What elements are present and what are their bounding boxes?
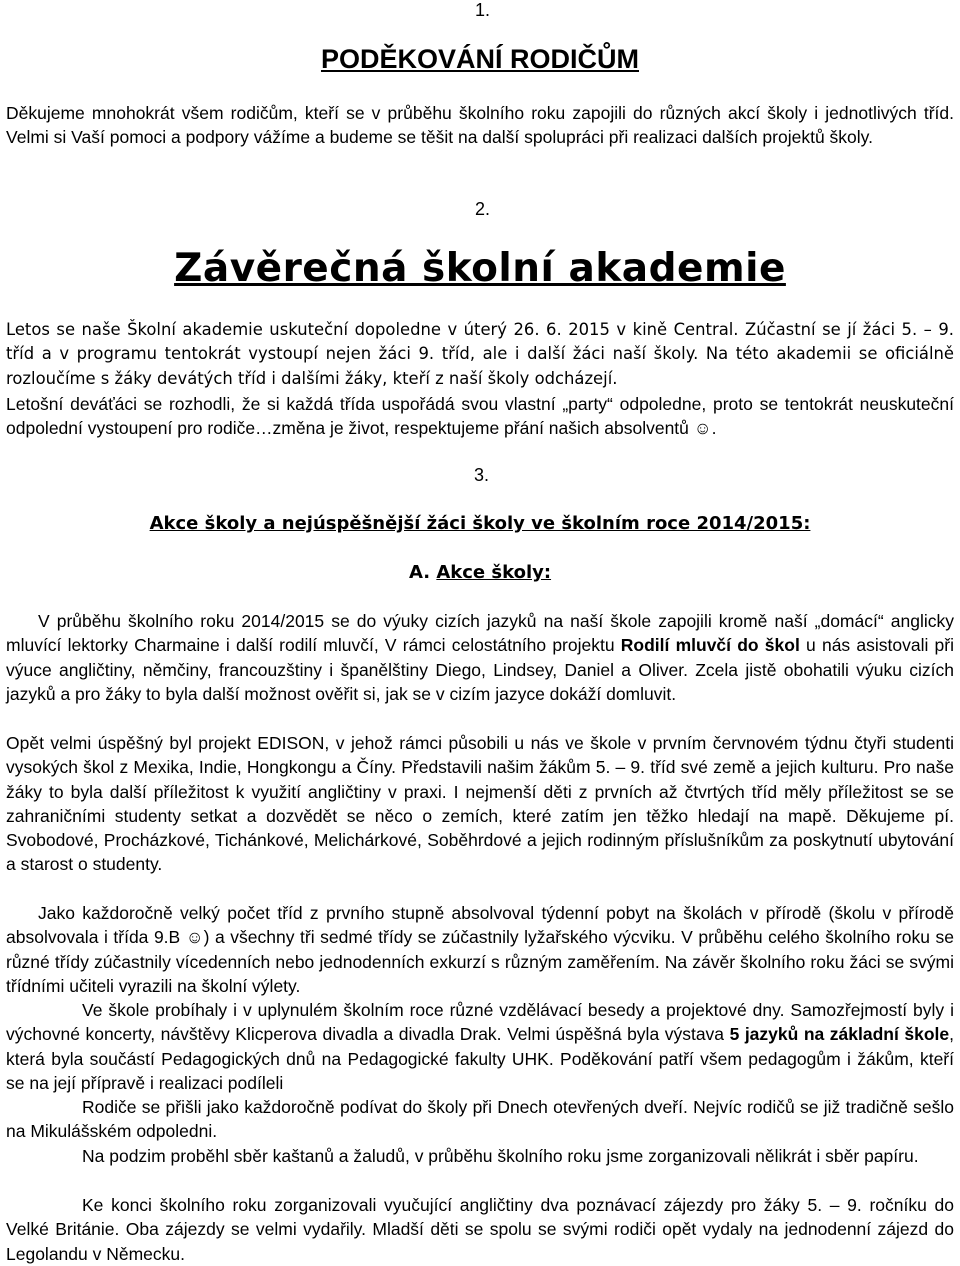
section-3-paragraph-6: Na podzim proběhl sběr kaštanů a žaludů, v průběhu školního roku jsme zorganizovali nělikrát i sběr papíru. <box>82 1146 919 1166</box>
section-3-title: Akce školy a nejúspěšnější žáci školy ve školním roce 2014/2015: <box>149 513 811 534</box>
section-2-title: Závěrečná školní akademie <box>174 246 786 291</box>
section-2-paragraph-1: Letos se naše Školní akademie uskuteční dopoledne v úterý 26. 6. 2015 v kině Central. Zúčastní se jí žáci 5. – 9. tříd a v programu tentokrát vystoupí nejen žáci 9. tříd, ale i další žáci naší školy. Na této akademii se oficiálně rozloučíme s žáky devátých tříd i dalšími žáky, kteří z naší školy odcházejí. <box>6 320 954 388</box>
section-3-number: 3. <box>473 465 489 485</box>
p4-bold-text: 5 jazyků na základní škole <box>729 1024 950 1045</box>
p1-text-b: u nás asistovali při výuce angličtiny, němčiny, francouzštiny i španělštiny Diego, Lindsey, Daniel a Oliver. Zcela jistě obohatili výuku cizích jazyků a pro žáky to byla další možnost ověřit si, jak se v cizím jazyce dokáží domluvit. <box>6 635 954 704</box>
section-3-paragraph-2: Opět velmi úspěšný byl projekt EDISON, v jehož rámci působili u nás ve škole v prvním červnovém týdnu čtyři studenti vysokých škol z Mexika, Indie, Hongkongu a Číny. Představili našim žákům 5. – 9. tříd své země a jejich kulturu. Pro naše žáky to byla další příležitost k využití angličtiny v praxi. I nejmenší děti z prvních až čtvrtých tříd měly příležitost se se zahraničními studenty setkat a dozvědět se něco o zemích, které zatím jen těžko hledají na mapě. Děkujeme pí. Svobodové, Procházkové, Tichánkové, Melichárkové, Soběhrdové a jejich rodinným příslušníkům za poskytnutí ubytování a starost o studenty. <box>6 733 954 875</box>
section-3-paragraph-3: Jako každoročně velký počet tříd z prvního stupně absolvoval týdenní pobyt na školách v přírodě (školu v přírodě absolvovala i třída 9.B ☺) a všechny tři sedmé třídy se zúčastnily lyžařského výcviku. V průběhu celého školního roku se různé třídy zúčastnily vícedenních nebo jednodenních exkurzí s různým zaměřením. Na závěr školního roku žáci se svými třídními učiteli vyrazili na školní výlety. <box>6 903 954 996</box>
p1-bold-text: Rodilí mluvčí do škol <box>620 635 800 656</box>
section-2-number: 2. <box>474 199 490 219</box>
subsection-a-heading <box>0 562 960 583</box>
section-1-number: 1. <box>474 0 490 20</box>
subsection-a-title: Akce školy: <box>436 562 552 583</box>
section-3-paragraph-4 <box>6 998 954 1095</box>
section-1-title: PODĚKOVÁNÍ RODIČŮM <box>320 44 639 74</box>
section-3-paragraph-1 <box>6 609 954 706</box>
p4-text-b: , která byla součástí Pedagogických dnů na Pedagogické fakulty UHK. Poděkování patří všem pedagogům i žákům, kteří se na její přípravě i realizaci podíleli <box>6 1024 954 1093</box>
section-3-paragraph-7: Ke konci školního roku zorganizovali vyučující angličtiny dva poznávací zájezdy pro žáky 5. – 9. ročníku do Velké Británie. Oba zájezdy se velmi vydařily. Mladší děti se spolu se svými rodiči opět vydaly na jednodenní zájezd do Legolandu v Německu. <box>6 1195 954 1264</box>
subsection-a-letter: A. <box>408 562 431 583</box>
p1-text-a: V průběhu školního roku 2014/2015 se do výuky cizích jazyků na naší škole zapojili kromě naší „domácí“ anglicky mluvící lektorky Charmaine i další rodilí mluvčí, V rámci celostátního projektu <box>6 611 954 656</box>
section-1-paragraph: Děkujeme mnohokrát všem rodičům, kteří se v průběhu školního roku zapojili do různých akcí školy i jednotlivých tříd. Velmi si Vaší pomoci a podpory vážíme a budeme se těšit na další spolupráci při realizaci dalších projektů školy. <box>6 103 954 148</box>
section-2-paragraph-2: Letošní deváťáci se rozhodli, že si každá třída uspořádá svou vlastní „party“ odpoledne, proto se tentokrát neuskuteční odpolední vystoupení pro rodiče…změna je život, respektujeme přání našich absolventů ☺. <box>6 394 954 439</box>
section-3-paragraph-5: Rodiče se přišli jako každoročně podívat do školy při Dnech otevřených dveří. Nejvíc rodičů se již tradičně sešlo na Mikulášském odpoledni. <box>6 1097 954 1142</box>
p4-text-a: Ve škole probíhaly i v uplynulém školním roce různé vzdělávací besedy a projektové dny. Samozřejmostí byly i výchovné koncerty, návštěvy Klicperova divadla a divadla Drak. Velmi úspěšná byla výstava <box>6 1000 954 1045</box>
